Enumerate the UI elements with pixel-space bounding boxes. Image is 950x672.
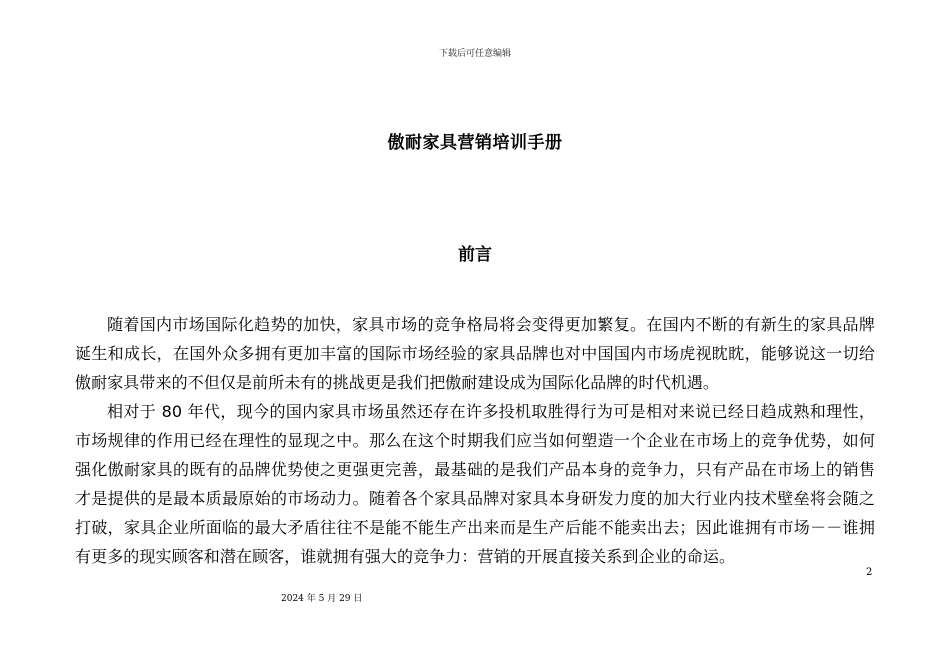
body-text [75,310,875,571]
paragraph-1: 随着国内市场国际化趋势的加快，家具市场的竞争格局将会变得更加繁复。在国内不断的有新生的家具品牌诞生和成长，在国外众多拥有更加丰富的国际市场经验的家具品牌也对中国国内市场虎视眈眈，能够说这一切给傲耐家具带来的不但仅是前所未有的挑战更是我们把傲耐建设成为国际化品牌的时代机遇。 [75,315,875,392]
footer-date: 2024 年 5 月 29 日 [281,594,363,604]
paragraph-2: 相对于 80 年代，现今的国内家具市场虽然还存在许多投机取胜得行为可是相对来说已经日趋成熟和理性，市场规律的作用已经在理性的显现之中。那么在这个时期我们应当如何塑造一个企业在市场上的竞争优势，如何强化傲耐家具的既有的品牌优势使之更强更完善，最基础的是我们产品本身的竞争力，只有产品在市场上的销售才是提供的是最本质最原始的市场动力。随着各个家具品牌对家具本身研发力度的加大行业内技术壁垒将会随之打破，家具企业所面临的最大矛盾往往不是能不能生产出来而是生产后能不能卖出去；因此谁拥有市场－－谁拥有更多的现实顾客和潜在顾客，谁就拥有强大的竞争力：营销的开展直接关系到企业的命运。 [75,402,875,566]
page-number: 2 [866,567,873,578]
header-note: 下载后可任意编辑 [438,49,511,59]
document-title: 傲耐家具营销培训手册 [387,133,563,153]
section-title: 前言 [458,245,492,265]
